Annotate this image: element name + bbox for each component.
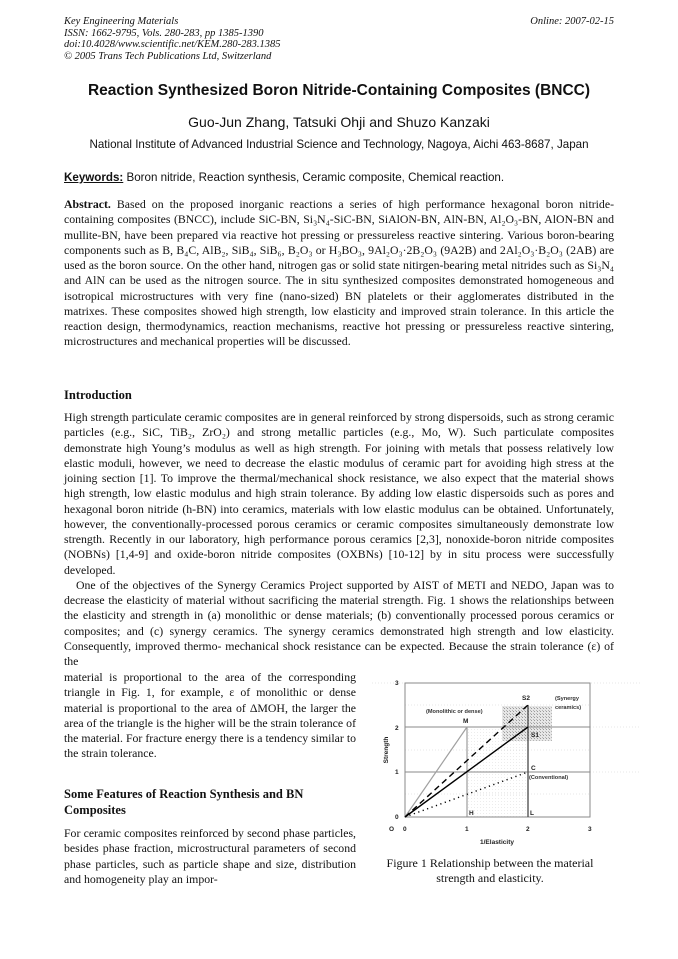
svg-text:0: 0 (403, 826, 407, 833)
svg-text:S2: S2 (522, 695, 530, 702)
authors: Guo-Jun Zhang, Tatsuki Ohji and Shuzo Kanzaki (188, 114, 490, 130)
figure-1-caption: Figure 1 Relationship between the material strength and elasticity. (386, 856, 594, 885)
svg-text:2: 2 (395, 725, 399, 732)
intro-para-2: One of the objectives of the Synergy Ceramics Project supported by AIST of METI and NEDO, Japan was to decrease the elasticity of material without sacrificing the material strength. Fig. 1 shows the relationships between the elasticity and strength in (a) monolithic or dense materials; (b) conventionally processed porous ceramics or composites; and (c) synergy ceramics. The synergy ceramics demonstrated high strength and low elasticity. Consequently, improved thermo- mechanical shock resistance can be expected. Because the strain tolerance (ε) of the (64, 577, 614, 668)
intro-para-2-continued: material is proportional to the area of the corresponding triangle in Fig. 1, for example, ε of monolithic or dense material is proportional to the area of ΔMOH, the larger the area of the triangle is the higher will be the strain tolerance of the material. For fracture energy there is a tendency similar to the strain tolerance. (64, 670, 356, 761)
svg-text:M: M (463, 718, 469, 725)
online-date: Online: 2007-02-15 (530, 16, 614, 27)
svg-text:3: 3 (395, 680, 399, 687)
introduction-heading: Introduction (64, 388, 132, 402)
section2-para-1: For ceramic composites reinforced by second phase particles, besides phase fraction, microstructural parameters of second phase particles, such as particle shape and size, distribution and homogeneity play an impor- (64, 826, 356, 886)
svg-text:O: O (389, 826, 395, 833)
keywords-text: Boron nitride, Reaction synthesis, Ceramic composite, Chemical reaction. (123, 171, 505, 184)
copyright: © 2005 Trans Tech Publications Ltd, Switzerland (64, 50, 272, 62)
paper-title: Reaction Synthesized Boron Nitride-Containing Composites (BNCC) (87, 82, 591, 99)
section2-heading: Some Features of Reaction Synthesis and BN Composites (64, 787, 304, 817)
y-axis-label: Strength (383, 736, 390, 764)
y-tick-labels (395, 680, 399, 821)
svg-text:1: 1 (395, 769, 399, 776)
synergy-region (502, 706, 552, 741)
svg-text:(Monolithic or dense): (Monolithic or dense) (426, 709, 483, 715)
svg-text:3: 3 (588, 826, 592, 833)
doi: doi:10.4028/www.scientific.net/KEM.280-283.1385 (64, 39, 281, 50)
abstract-label: Abstract. (64, 197, 111, 211)
keywords-label: Keywords: (64, 171, 124, 184)
svg-text:0: 0 (395, 814, 399, 821)
issn: ISSN: 1662-9795, Vols. 280-283, pp 1385-1390 (64, 27, 264, 39)
svg-text:H: H (469, 810, 474, 817)
intro-para-1: High strength particulate ceramic composites are in general reinforced by strong dispersoids, such as strong ceramic particles (e.g., SiC, TiB₂, ZrO₂) and strong metallic particles (e.g., Mo, W). Such particulate composites demonstrate high Young’s modulus as well as high strength. For joining with metals that possess relatively low elastic moduli, however, we need to decrease the elastic modulus of ceramic part for avoiding high stress at the joining section [1]. To improve the thermal/mechanical shock resistance, we also expect that the material shows high strength, low elastic modulus and high strain tolerance. By adding low elastic dispersoids such as pores and hexagonal boron nitride (h-BN) into ceramics, materials with low elastic modulus can be obtained. Unfortunately, however, the conventionally-processed porous ceramics or ceramic composites simultaneously demonstrate low strength. Recently in our laboratory, high performance porous ceramics [2,3], nonoxide-boron nitride composites (NOBNs) [1,4-9] and oxide-boron nitride composites (OXBNs) [10-12] by in situ process were successfully developed. (64, 410, 614, 577)
svg-text:ceramics): ceramics) (555, 705, 582, 711)
x-tick-labels (389, 826, 592, 833)
svg-text:L: L (530, 810, 534, 817)
svg-text:(Synergy: (Synergy (555, 696, 579, 702)
svg-text:(Conventional): (Conventional) (529, 775, 569, 781)
abstract-text: Based on the proposed inorganic reactions a series of high performance hexagonal boron nitride-containing composites (BNCC), include SiC-BN, Si₃N₄-SiC-BN, SiAlON-BN, AlN-BN, Al₂O₃-BN, AlON-BN and mullite-BN, have been prepared via reactive hot pressing or pressureless reactive sintering. Various boron-bearing components such as B, B₄C, AlB₂, SiB₄, SiB₆, B₂O₃ or H₃BO₃, 9Al₂O₃·2B₂O₃ (9A2B) and 2Al₂O₃·B₂O₃ (2AB) are used as the boron source. On the other hand, nitrogen gas or solid state nitirgen-bearing metal nitrides such as Si₃N₄ and AlN can be used as the nitrogen source. The in situ synthesized composites demonstrated homogeneous and isotropical microstructures with very fine (nano-sized) BN platelets or their agglomerates distributed in the matrixes. These composites showed high strength, low elasticity and improved strain tolerance. In this article the reaction design, thermodynamics, reaction mechanisms, reactive hot pressing or pressureless reactive sintering, microstructures and mechanical properties will be discussed. (64, 197, 614, 349)
svg-text:C: C (531, 765, 536, 772)
svg-text:S1: S1 (531, 732, 539, 739)
journal-name: Key Engineering Materials (64, 16, 179, 27)
x-axis-label: 1/Elasticity (480, 839, 514, 846)
svg-text:1: 1 (465, 826, 469, 833)
affiliation: National Institute of Advanced Industrial Science and Technology, Nagoya, Aichi 463-8687, Japan (89, 138, 589, 151)
svg-text:2: 2 (526, 826, 530, 833)
